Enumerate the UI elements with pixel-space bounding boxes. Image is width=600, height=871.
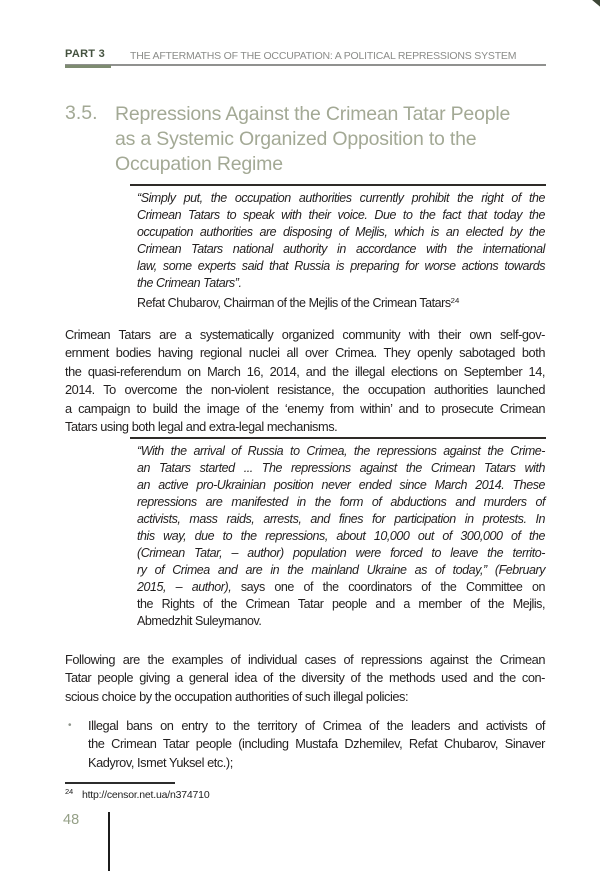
text-line: (Crimean Tatar, – author) population were forced to leave the territo-: [137, 546, 545, 560]
pull-quote-chubarov: [137, 190, 545, 312]
text-line: the quasi-referendum on March 16, 2014, and the illegal elections on September 14,: [65, 363, 545, 379]
text-line: Crimean Tatars are a systematically organized community with their own self-gov-: [65, 327, 545, 342]
text-line: repressions are manifested in the form of abductions and murders of: [137, 495, 545, 509]
text-line: 2015, – author), says one of the coordinators of the Committee on: [137, 580, 545, 594]
text-line: an Tatars started ... The repressions against the Crimean Tatars with: [137, 461, 545, 475]
footnote-url: http://censor.net.ua/n374710: [81, 789, 210, 801]
body-paragraph-following: [65, 651, 545, 706]
text-line: 2014. To overcome the non-violent resistance, the occupation authorities launched: [65, 382, 545, 398]
footnote-marker: 24: [65, 787, 73, 796]
text-line: Occupation Regime: [115, 153, 283, 175]
text-line: scious choice by the occupation authorities of such illegal policies:: [65, 688, 409, 704]
text-line: activists, mass raids, arrests, and fines for participation in protests. In: [137, 512, 545, 526]
text-line: a campaign to build the image of the ‘enemy from within’ and to prosecute Crimean: [65, 400, 545, 416]
text-line: Repressions Against the Crimean Tatar People: [115, 103, 511, 125]
corner-bleed-mark: [592, 0, 600, 8]
text-line: an active pro-Ukrainian position never ended since March 2014. These: [137, 478, 545, 492]
body-paragraph-intro: [65, 326, 545, 436]
text-line: “With the arrival of Russia to Crimea, the repressions against the Crime-: [137, 444, 545, 458]
bullet-text: [88, 717, 545, 772]
section-heading: [65, 102, 546, 177]
running-title: THE AFTERMATHS OF THE OCCUPATION: A POLITICAL REPRESSIONS SYSTEM: [130, 49, 517, 62]
text-line: this way, due to the repressions, about 10,000 out of 300,000 of the: [137, 529, 545, 543]
text-line: Tatars using both legal and extra-legal mechanisms.: [65, 419, 338, 435]
quote-rule-second: [130, 437, 546, 439]
page-number: 48: [63, 812, 80, 828]
spine-line: [108, 812, 110, 871]
section-number: 3.5.: [65, 102, 98, 124]
text-line: Following are the examples of individual cases of repressions against the Crimean: [65, 652, 545, 667]
text-line: law, some experts said that Russia is preparing for worse actions towards: [137, 259, 545, 273]
part-label: PART 3: [65, 48, 106, 60]
text-line: as a Systemic Organized Opposition to the: [115, 128, 477, 150]
text-line: ry of Crimea and are in the mainland Ukraine as of today,” (February: [137, 563, 545, 577]
text-line: Kadyrov, Ismet Yuksel etc.);: [88, 754, 233, 770]
section-title: [115, 102, 545, 177]
page-header: [65, 47, 546, 66]
text-line: Illegal bans on entry to the territory of Crimea of the leaders and activists of: [88, 718, 545, 733]
footnote: [65, 787, 209, 801]
text-line: Crimean Tatars to speak with their voice. Due to the fact that today the: [137, 208, 545, 222]
text-line: the Rights of the Crimean Tatar people and a member of the Mejlis,: [137, 597, 545, 611]
text-line: ernment bodies having regional nuclei all over Crimea. They openly sabotaged both: [65, 345, 545, 361]
pull-quote-suleymanov: [137, 443, 545, 630]
text-line: Abmedzhit Suleymanov.: [137, 614, 262, 628]
footnote-divider: [65, 782, 175, 784]
text-line: the Crimean Tatar people (including Mustafa Dzhemilev, Refat Chubarov, Sinaver: [88, 736, 545, 752]
text-line: Refat Chubarov, Chairman of the Mejlis of the Crimean Tatars$^{24}$: [137, 295, 460, 310]
part-label-underline: [65, 65, 111, 68]
text-line: Tatar people giving a general idea of the diversity of the methods used and the con-: [65, 670, 545, 686]
bullet-item-illegal-bans: [65, 717, 546, 772]
text-line: the Crimean Tatars”.: [137, 276, 242, 290]
text-line: Crimean Tatars national authority in accordance with the international: [137, 242, 545, 256]
quote-rule-top: [130, 184, 546, 186]
text-line: “Simply put, the occupation authorities currently prohibit the right of the: [137, 191, 545, 205]
text-line: occupation authorities are disposing of Mejlis, which is an elected by the: [137, 225, 545, 239]
bullet-icon: •: [68, 720, 72, 731]
